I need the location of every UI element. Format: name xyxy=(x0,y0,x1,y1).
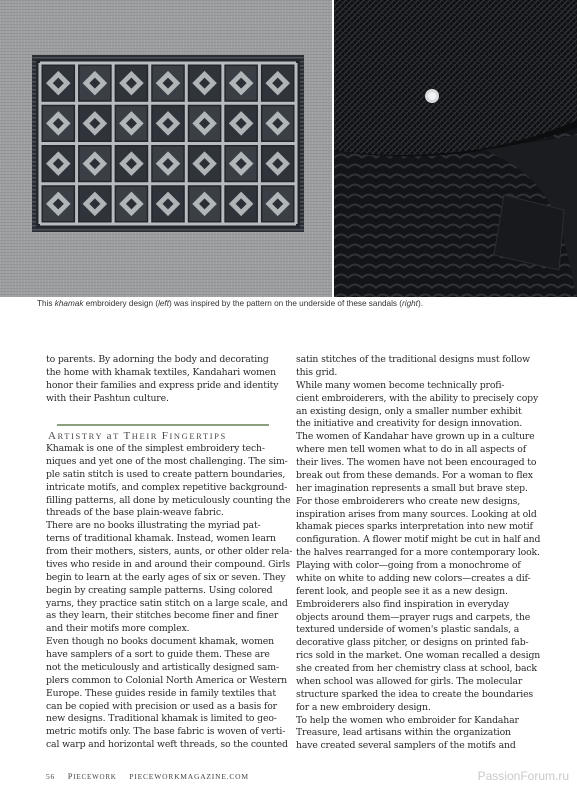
body-line: their lives. The women have not been encouraged to xyxy=(296,457,537,468)
stitch-line xyxy=(40,102,296,105)
embroidery-photo xyxy=(0,0,332,297)
body-line: break out from these demands. For a woman to flex xyxy=(296,469,533,481)
body-line: Embroiderers also find inspiration in everyday xyxy=(296,598,509,610)
body-line: The women of Kandahar have grown up in a culture xyxy=(296,431,535,443)
body-line: new designs. Traditional khamak is limited to geo- xyxy=(46,713,277,725)
body-line: with their Pashtun culture. xyxy=(46,392,169,404)
body-line: structure sparked the idea to create the boundaries xyxy=(296,688,534,700)
magazine-name: PIECEWORK xyxy=(67,771,117,781)
body-line: threads of the base plain-weave fabric. xyxy=(46,507,224,519)
body-line: to parents. By adorning the body and decorating xyxy=(46,354,269,365)
sandal-illustration xyxy=(334,0,577,297)
body-line: khamak pieces sparks interpretation into new motif xyxy=(296,521,533,533)
body-line: decorative glass pitcher, or designs on printed fab- xyxy=(296,637,529,649)
body-line: she created from her chemistry class at school, back xyxy=(296,663,537,674)
body-line: this grid. xyxy=(296,366,338,378)
section-heading: ARTISTRY aT THEIR FINGERTIPS xyxy=(48,430,227,442)
body-line: begin by creating sample patterns. Using colored xyxy=(46,584,273,596)
watermark: PassionForum.ru xyxy=(477,769,569,783)
page-number: 56 xyxy=(46,772,56,781)
body-line: ferent look, and people see it as a new design. xyxy=(296,585,508,597)
photo-caption: This khamak embroidery design (left) was inspired by the pattern on the underside of these sandals (right). xyxy=(37,299,423,308)
body-line: Treasure, lead artisans within the organization xyxy=(296,727,511,739)
stitch-line xyxy=(40,62,296,65)
body-line: cal warp and horizontal weft threads, so the counted xyxy=(46,739,288,751)
body-line: satin stitches of the traditional designs must follow xyxy=(296,354,530,365)
body-line: an existing design, only a smaller number exhibit xyxy=(296,405,522,417)
body-line: the halves rearranged for a more contemporary look. xyxy=(296,547,540,559)
body-line: when school was allowed for girls. The molecular xyxy=(296,675,523,687)
body-line: niques and yet one of the most challenging. The sim- xyxy=(46,455,288,467)
body-line: tives who reside in and around their compound. Girls xyxy=(46,558,290,570)
body-line: Playing with color—going from a monochrome of xyxy=(296,560,521,571)
body-line: plers common to Colonial North America or Western xyxy=(46,674,287,686)
body-line: cient embroiderers, with the ability to precisely copy xyxy=(296,392,539,404)
body-line: ple satin stitch is used to create pattern boundaries, xyxy=(46,468,286,480)
body-line: While many women become technically profi- xyxy=(296,379,505,391)
body-line: There are no books illustrating the myriad pat- xyxy=(46,520,261,532)
body-line: can be copied with precision or used as a basis for xyxy=(46,700,277,712)
body-line: yarns, they practice satin stitch on a large scale, and xyxy=(46,597,288,609)
body-line: To help the women who embroider for Kandahar xyxy=(296,714,519,726)
sandal-photo xyxy=(334,0,577,297)
body-line: Khamak is one of the simplest embroidery tech- xyxy=(46,443,265,454)
section-rule xyxy=(57,424,269,426)
column-left-top xyxy=(46,354,286,406)
body-line: rics sold in the market. One woman recalled a design xyxy=(296,650,541,662)
page-footer xyxy=(46,771,259,781)
body-line: intricate motifs, and complex repetitive background- xyxy=(46,481,288,493)
body-line: configuration. A flower motif might be cut in half and xyxy=(296,534,541,546)
body-line: the home with khamak textiles, Kandahari women xyxy=(46,366,276,378)
body-line: Europe. These guides reside in family textiles that xyxy=(46,687,276,699)
body-line: terns of traditional khamak. Instead, women learn xyxy=(46,533,276,545)
column-left-main xyxy=(46,443,293,752)
body-line: begin to learn at the early ages of six or seven. They xyxy=(46,571,286,583)
body-line: have samplers of a sort to guide them. These are xyxy=(46,649,270,660)
body-line: from their mothers, sisters, aunts, or other older rela- xyxy=(46,546,293,557)
body-line: objects around them—prayer rugs and carpets, the xyxy=(296,611,531,623)
body-line: inspiration arises from many sources. Looking at old xyxy=(296,508,537,520)
stitch-line xyxy=(40,142,296,145)
embroidery-illustration xyxy=(0,0,332,297)
body-line: the initiative and creativity for design innovation. xyxy=(296,418,523,430)
website: PIECEWORKMAGAZINE.COM xyxy=(129,772,249,781)
body-line: textured underside of women's plastic sandals, a xyxy=(296,624,520,636)
body-line: Even though no books document khamak, women xyxy=(46,636,274,648)
body-line: where men tell women what to do in all aspects of xyxy=(296,444,527,456)
body-line: For those embroiderers who create new designs, xyxy=(296,495,521,507)
stitch-line xyxy=(40,223,296,226)
body-line: not the meticulously and artistically designed sam- xyxy=(46,661,279,673)
body-line: her imagination represents a small but brave step. xyxy=(296,482,528,494)
body-line: white on white to adding new colors—creates a dif- xyxy=(296,572,531,584)
column-right xyxy=(296,354,541,753)
body-line: have created several samplers of the motifs and xyxy=(296,740,516,752)
body-line: filling patterns, all done by meticulously counting the xyxy=(46,494,291,506)
body-line: as they learn, their stitches become finer and finer xyxy=(46,610,279,622)
stitch-line xyxy=(40,182,296,185)
body-line: for a new embroidery design. xyxy=(296,701,431,713)
body-line: and their motifs more complex. xyxy=(46,623,190,635)
body-line: honor their families and express pride and identity xyxy=(46,379,279,391)
body-line: metric motifs only. The base fabric is woven of verti- xyxy=(46,726,286,738)
